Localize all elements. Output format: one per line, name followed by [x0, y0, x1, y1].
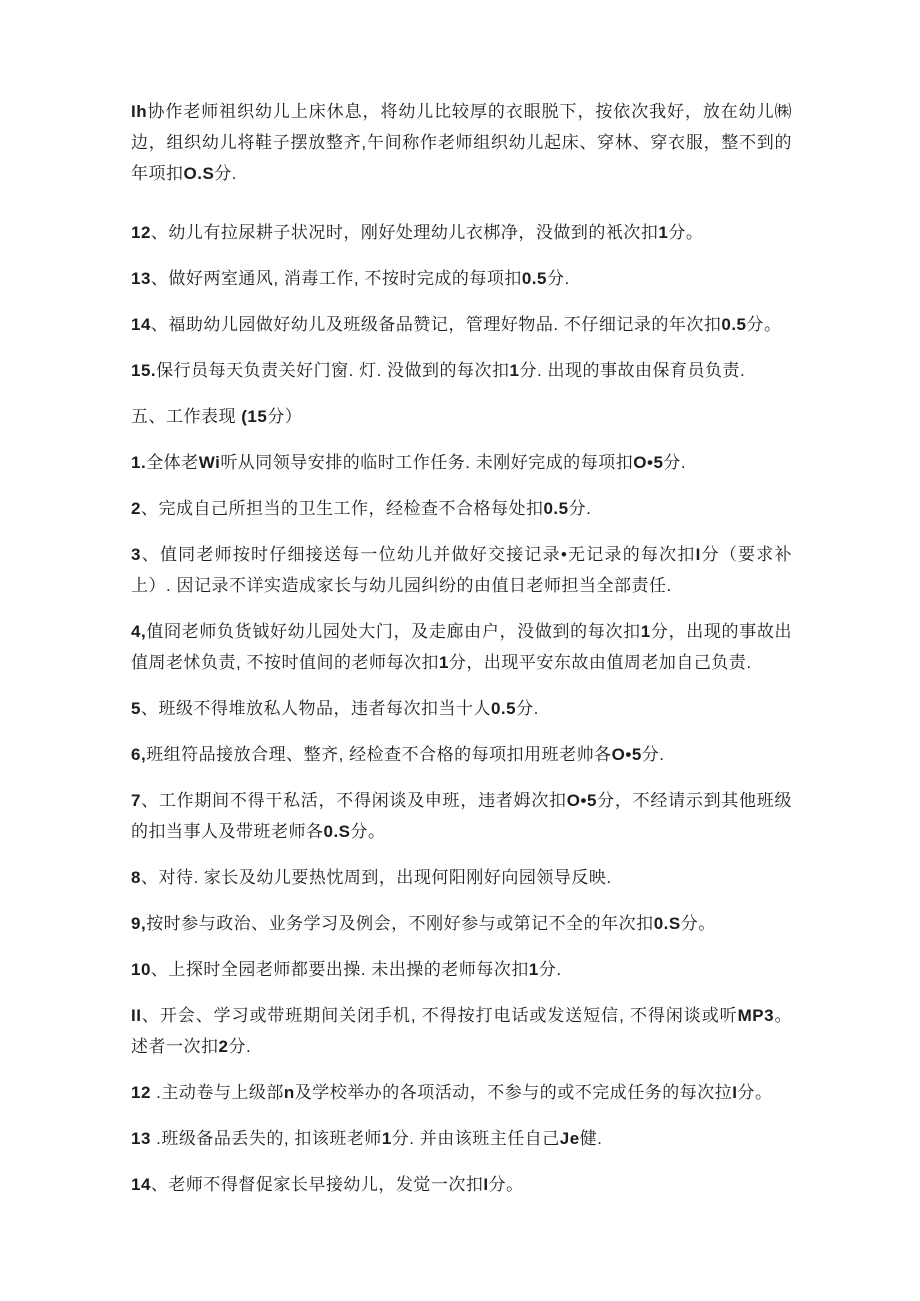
- item-13-ventilation: [131, 263, 792, 294]
- text-segment: 五、工作表现: [131, 407, 242, 426]
- text-segment: 分.: [568, 499, 592, 518]
- text-segment: 及学校举办的各项活动，不参与的或不完成任务的每次拉: [294, 1083, 733, 1102]
- bold-text-segment: 1.: [131, 453, 147, 472]
- text-segment: 协作老师祖织幼儿上床休息，将幼儿比较厚的衣眼脱下，按依次我好，放在幼儿㈱边，组织幼儿将鞋子摆放整齐,午间称作老师组织幼儿起床、穿林、穿衣服，整不到的年项扣: [131, 102, 792, 183]
- text-segment: 、福助幼儿园做好幼儿及班级备品赞记，管理好物品. 不仔细记录的年次扣: [150, 315, 722, 334]
- document-body: [131, 96, 792, 1200]
- bold-text-segment: I: [695, 545, 701, 564]
- text-segment: 、值同老师按时仔细接送每一位幼儿并做好交接记录•无记录的每次扣: [140, 545, 696, 564]
- bold-text-segment: 13: [131, 1129, 151, 1148]
- text-segment: 分。: [350, 822, 386, 841]
- item-4-lock-gates: [131, 616, 792, 678]
- item-6-class-supplies: [131, 739, 792, 770]
- text-segment: 分. 出现的事故由保育员负责.: [519, 361, 746, 380]
- item-11-phones-off: [131, 1000, 792, 1062]
- item-5-personal-items: [131, 693, 792, 724]
- section-heading-work-performance: [131, 401, 792, 432]
- text-segment: 、开会、学习或带班期间关闭手机, 不得按打电话或发送短信, 不得闲谈或听: [141, 1006, 738, 1025]
- text-segment: 分.: [214, 164, 238, 183]
- text-segment: 、班级不得堆放私人物品，违者每次扣当十人: [140, 699, 491, 718]
- text-segment: 分，出现的事故出值周老怵负责, 不按时值间的老师每次扣: [131, 622, 793, 672]
- bold-text-segment: n: [283, 1083, 295, 1102]
- text-segment: 分.: [663, 453, 687, 472]
- bold-text-segment: 12: [131, 1083, 151, 1102]
- bold-text-segment: 13: [131, 269, 151, 288]
- text-segment: 分。: [737, 1083, 773, 1102]
- bold-text-segment: 14: [131, 315, 151, 334]
- item-8-warm-attitude: [131, 862, 792, 893]
- text-segment: 班组符品接放合理、整齐, 经检查不合格的每项扣用班老帅各: [146, 745, 612, 764]
- bold-text-segment: 4,: [131, 622, 147, 641]
- bold-text-segment: Je: [559, 1129, 580, 1148]
- bold-text-segment: 12: [131, 223, 151, 242]
- bold-text-segment: 2: [131, 499, 141, 518]
- text-segment: 。述者一次扣: [131, 1006, 792, 1056]
- bold-text-segment: 0.S: [653, 914, 681, 933]
- item-3-handover-records: [131, 539, 792, 601]
- text-segment: 全体老: [146, 453, 199, 472]
- text-segment: 分）: [267, 407, 303, 426]
- text-segment: .班级备品丢失的, 扣该班老师: [150, 1129, 382, 1148]
- bold-text-segment: 1: [381, 1129, 392, 1148]
- item-12-soiled-clothes: [131, 217, 792, 248]
- bold-text-segment: 10: [131, 960, 151, 979]
- bold-text-segment: 6,: [131, 745, 147, 764]
- item-12-activities: [131, 1077, 792, 1108]
- text-segment: 分（要求补上）. 因记录不详实造成家长与幼儿园纠纷的由值日老师担当全部责任.: [131, 545, 793, 595]
- bold-text-segment: 5: [131, 699, 141, 718]
- text-segment: 、上探时全园老师都要出操. 未出操的老师每次扣: [150, 960, 529, 979]
- bold-text-segment: O•5: [566, 791, 597, 810]
- text-segment: 分. 并由该班主任自己: [391, 1129, 560, 1148]
- bold-text-segment: 3: [131, 545, 141, 564]
- bold-text-segment: MP3: [737, 1006, 775, 1025]
- text-segment: 分，出现平安东故由值周老加自己负责.: [448, 653, 752, 672]
- text-segment: 分.: [516, 699, 539, 718]
- bold-text-segment: 2: [218, 1037, 229, 1056]
- text-segment: 分，不经请示到其他班级的扣当事人及带班老师各: [131, 791, 793, 841]
- bold-text-segment: O•5: [611, 745, 642, 764]
- item-1-temporary-tasks: [131, 447, 792, 478]
- item-15-doors-windows: [131, 355, 792, 386]
- bold-text-segment: 0.5: [521, 269, 547, 288]
- text-segment: 、做好两室通风, 消毒工作, 不按时完成的每项扣: [150, 269, 522, 288]
- text-segment: 保行员每天负责关好门窗. 灯. 没做到的每次扣: [156, 361, 510, 380]
- bold-text-segment: 0.S: [323, 822, 351, 841]
- text-segment: 分.: [546, 269, 570, 288]
- text-segment: 分。: [488, 1175, 524, 1194]
- bold-text-segment: 0.5: [543, 499, 569, 518]
- bold-text-segment: 7: [131, 791, 141, 810]
- text-segment: 、完成自己所担当的卫生工作，经检查不合格每处扣: [140, 499, 544, 518]
- bold-text-segment: I: [732, 1083, 738, 1102]
- text-segment: 分.: [538, 960, 562, 979]
- bold-text-segment: 9,: [131, 914, 147, 933]
- text-segment: 健.: [579, 1129, 603, 1148]
- bold-text-segment: Wi: [198, 453, 221, 472]
- text-segment: 、幼儿有拉尿耕子状况时，刚好处理幼儿衣梆净，没做到的衹次扣: [150, 223, 659, 242]
- text-segment: 值冏老师负货钺好幼儿园处大门，及走廊由户，没做到的每次扣: [146, 622, 641, 641]
- text-segment: .主动卷与上级部: [150, 1083, 284, 1102]
- text-segment: 听从同领导安排的临时工作任务. 未刚好完成的每项扣: [220, 453, 634, 472]
- bold-text-segment: 1: [640, 622, 651, 641]
- item-9-meetings-study: [131, 908, 792, 939]
- text-segment: 分。: [668, 223, 704, 242]
- bold-text-segment: I: [483, 1175, 489, 1194]
- item-10-morning-exercise: [131, 954, 792, 985]
- text-segment: 、对待. 家长及幼儿要热忱周到，出现何阳刚好向园领导反映.: [140, 868, 612, 887]
- bold-text-segment: 1: [658, 223, 669, 242]
- bold-text-segment: 15.: [131, 361, 157, 380]
- text-segment: 分。: [680, 914, 716, 933]
- item-13-lost-supplies: [131, 1123, 792, 1154]
- item-14-early-pickup: [131, 1169, 792, 1200]
- item-14-inventory: [131, 309, 792, 340]
- bold-text-segment: II: [131, 1006, 142, 1025]
- text-segment: 分.: [228, 1037, 252, 1056]
- bold-text-segment: Ih: [131, 102, 148, 121]
- item-7-no-private-work: [131, 785, 792, 847]
- bold-text-segment: 1: [438, 653, 449, 672]
- text-segment: 、老师不得督促家长早接幼儿，发觉一次扣: [150, 1175, 484, 1194]
- bold-text-segment: O.S: [183, 164, 215, 183]
- bold-text-segment: (15: [241, 407, 268, 426]
- text-segment: 分.: [641, 745, 665, 764]
- item-11-nap-care: [131, 96, 792, 189]
- bold-text-segment: 8: [131, 868, 141, 887]
- text-segment: 按时参与政治、业务学习及例会，不刚好参与或第记不全的年次扣: [146, 914, 654, 933]
- text-segment: 、工作期间不得干私活，不得闲谈及申班，违者姆次扣: [140, 791, 567, 810]
- bold-text-segment: 1: [528, 960, 539, 979]
- bold-text-segment: 1: [509, 361, 520, 380]
- text-segment: 分。: [746, 315, 782, 334]
- item-2-hygiene-work: [131, 493, 792, 524]
- bold-text-segment: O•5: [633, 453, 664, 472]
- bold-text-segment: 14: [131, 1175, 151, 1194]
- bold-text-segment: 0.5: [721, 315, 747, 334]
- bold-text-segment: 0.5: [490, 699, 517, 718]
